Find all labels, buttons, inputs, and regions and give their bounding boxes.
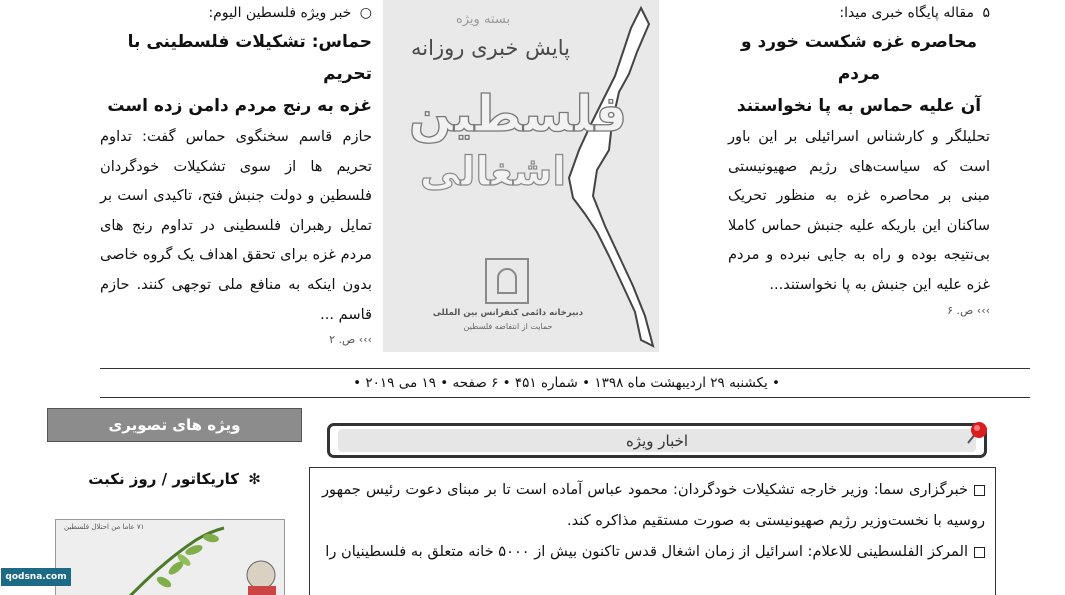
asterisk-icon: ✻ [248, 470, 261, 488]
right-headline-line-1: محاصره غزه شکست خورد و مردم [741, 32, 977, 84]
left-headline-line-2: غزه به رنج مردم دامن زده است [107, 96, 372, 116]
special-news-title: اخبار ویژه [625, 432, 689, 450]
right-headline-line-2: آن علیه حماس به پا نخواستند [736, 96, 982, 116]
cover-org-name: دبیرخانه دائمی کنفرانس بین المللی [432, 308, 584, 318]
right-article-body: تحلیلگر و کارشناس اسرائیلی بر این باور است که سیاست‌های رژیم صهیونیستی مبنی بر محاصره غزه به منظور تحریک ساکنان این باریکه علیه جنبش حماس کاملا بی‌نتیجه بوده و راه به جایی نبرده و مردم غزه علیه این جنبش به پا نخواستند... [728, 128, 990, 293]
left-headline-line-1: حماس: تشکیلات فلسطینی با تحریم [127, 32, 372, 84]
left-article-body: حازم قاسم سخنگوی حماس گفت: تداوم تحریم ها از سوی تشکیلات خودگردان فلسطین و دولت جنبش فتح، تاکیدی است بر تمایل رهبران فلسطینی در تداوم رنج های مردم غزه برای تحقق اهداف یک گروه خاصی بدون اینکه به منافع ملی توجهی کنند. حازم قاسم ... [100, 128, 372, 323]
divider-top [100, 368, 1030, 369]
news-item[interactable] [322, 474, 985, 536]
cartoon-title-text: کاریکاتور / روز نکبت [88, 470, 239, 488]
cover-mid-title: پایش خبری روزانه [411, 36, 570, 60]
pushpin-icon [960, 419, 990, 449]
cartoon-title[interactable] [47, 466, 302, 492]
cover-big-title-2: اشغالی [419, 149, 567, 195]
cover-image [383, 0, 659, 352]
news-item-text: المرکز الفلسطینی للاعلام: اسرائیل از زمان اشغال قدس تاکنون بیش از ۵۰۰۰ خانه متعلق به فلسطینیان را [325, 543, 968, 560]
number-marker: ۵ [982, 5, 990, 21]
site-watermark: qodsna.com [1, 568, 71, 586]
right-article-kicker-text: مقاله پایگاه خبری میدا: [839, 5, 975, 21]
cover-big-title: فلسطین [408, 85, 628, 143]
cover-small-title: بسته ویژه [455, 12, 511, 27]
issue-dateline: • یکشنبه ۲۹ اردیبهشت ماه ۱۳۹۸ • شماره ۴۵۱ • ۶ صفحه • ۱۹ می ۲۰۱۹ • [353, 375, 780, 391]
cartoon-caption: ۷۱ عاما من احتلال فلسطين [64, 523, 145, 531]
circle-marker-icon: ○ [359, 5, 372, 21]
cartoon-image[interactable] [55, 519, 285, 595]
left-article [100, 0, 372, 346]
checkbox-icon [974, 485, 985, 496]
news-item-text: خبرگزاری سما: وزیر خارجه تشکیلات خودگردان: محمود عباس آماده است تا بر مبنای دعوت رئیس جمهور روسیه با نخست‌وزیر رژیم صهیونیستی به صورت مستقیم مذاکره کند. [322, 481, 985, 529]
divider-bottom [100, 397, 1030, 398]
right-article [728, 0, 990, 317]
left-article-kicker-text: خبر ویژه فلسطین الیوم: [208, 5, 352, 21]
right-article-page-ref[interactable]: ››› ص. ۶ [947, 303, 990, 317]
special-news-header [327, 423, 987, 458]
photo-section-header: ویژه های تصویری [47, 408, 302, 442]
conference-logo-icon [485, 258, 529, 304]
olive-branch-drawing [56, 520, 285, 595]
cover-org-sub: حمایت از انتفاضه فلسطین [463, 322, 553, 331]
checkbox-icon [974, 547, 985, 558]
right-article-headline[interactable] [728, 26, 990, 122]
left-article-kicker [100, 0, 372, 26]
news-item[interactable] [322, 536, 985, 567]
left-article-headline[interactable] [100, 26, 372, 122]
right-article-kicker [728, 0, 990, 26]
special-news-list [309, 467, 996, 595]
left-article-page-ref[interactable]: ››› ص. ۲ [329, 333, 372, 347]
